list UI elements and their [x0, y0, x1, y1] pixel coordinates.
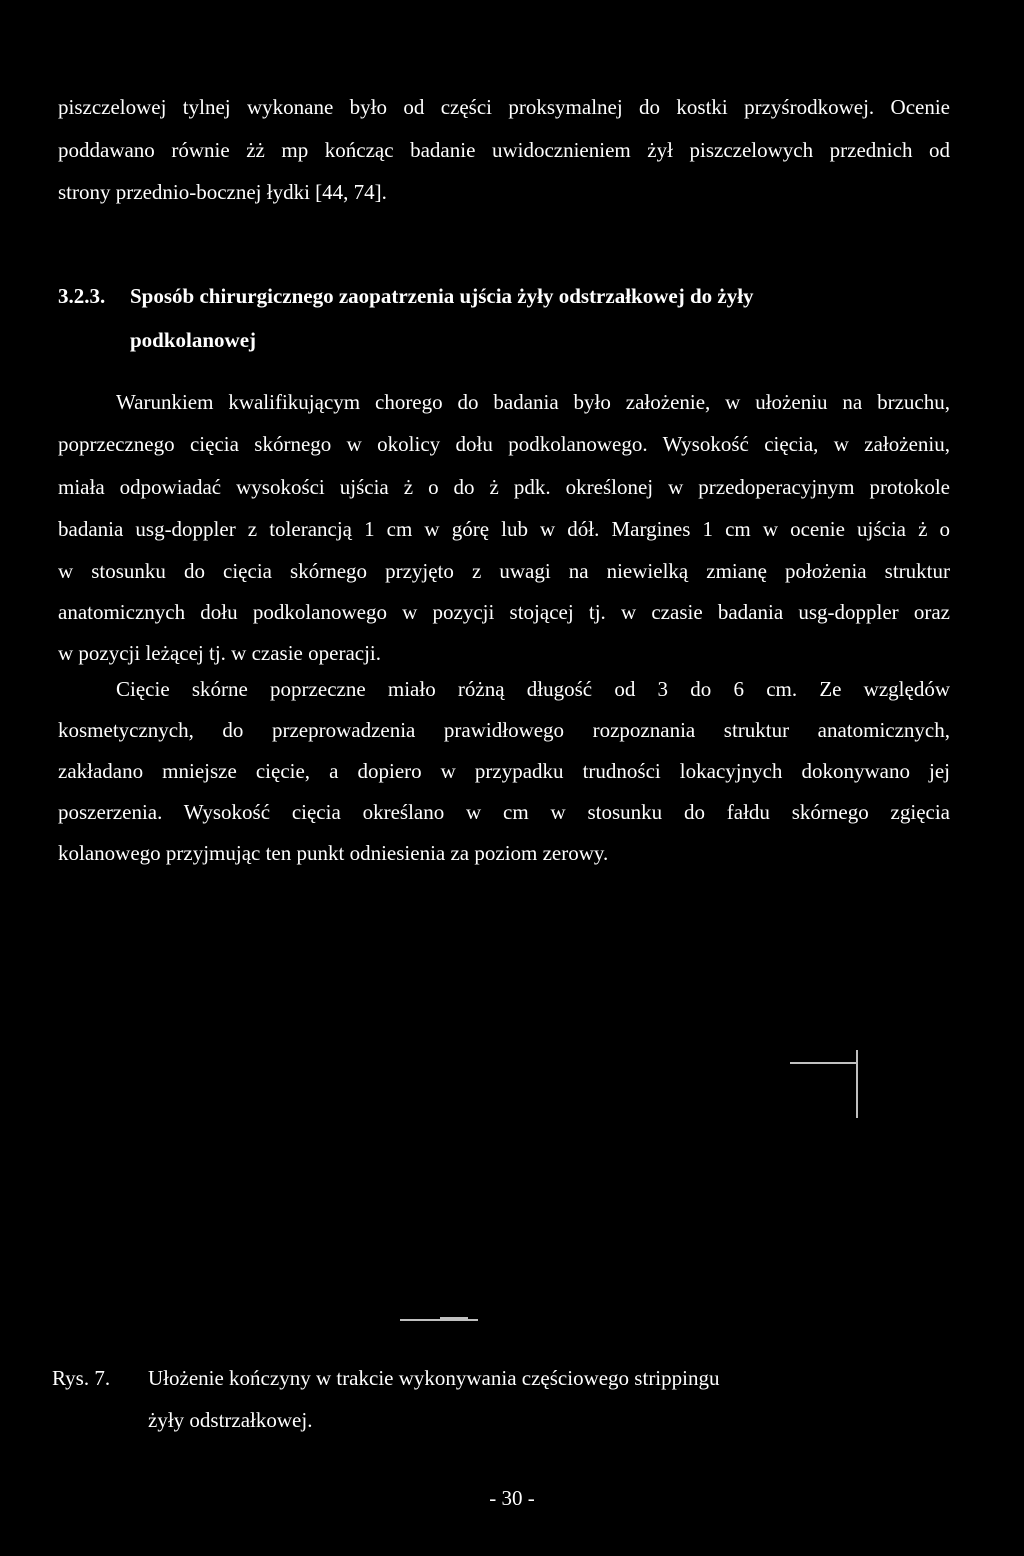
intro-line-1: piszczelowej tylnej wykonane było od części proksymalnej do kostki przyśrodkowej. Ocenie: [58, 95, 950, 119]
figure-image: [0, 880, 1024, 1350]
figure-caption-line-2: żyły odstrzałkowej.: [148, 1408, 313, 1432]
figure-label: Rys. 7.: [52, 1366, 111, 1390]
section-title-line-2: podkolanowej: [130, 328, 257, 352]
paragraph2-line-4: poszerzenia. Wysokość cięcia określano w cm w stosunku do fałdu skórnego zgięcia: [58, 800, 950, 824]
paragraph1-line-3: miała odpowiadać wysokości ujścia ż o do ż pdk. określonej w przedoperacyjnym protokole: [58, 475, 950, 499]
paragraph2-line-2: kosmetycznych, do przeprowadzenia prawidłowego rozpoznania struktur anatomicznych,: [58, 718, 950, 742]
intro-line-2: poddawano równie żż mp kończąc badanie uwidocznieniem żył piszczelowych przednich od: [58, 138, 950, 162]
page-number: - 30 -: [489, 1486, 535, 1510]
paragraph2-line-3: zakładano mniejsze cięcie, a dopiero w przypadku trudności lokacyjnych dokonywano jej: [58, 759, 950, 783]
paragraph2-line-5: kolanowego przyjmując ten punkt odniesienia za poziom zerowy.: [58, 841, 609, 865]
paragraph1-line-6: anatomicznych dołu podkolanowego w pozycji stojącej tj. w czasie badania usg-doppler oraz: [58, 600, 950, 624]
paragraph1-line-4: badania usg-doppler z tolerancją 1 cm w górę lub w dół. Margines 1 cm w ocenie ujścia ż o: [58, 517, 950, 541]
intro-line-3: strony przednio-bocznej łydki [44, 74].: [58, 180, 387, 204]
figure-marks: [0, 880, 1024, 1350]
paragraph1-line-2: poprzecznego cięcia skórnego w okolicy dołu podkolanowego. Wysokość cięcia, w założeniu,: [58, 432, 950, 456]
paragraph1-line-1: Warunkiem kwalifikującym chorego do badania było założenie, w ułożeniu na brzuchu,: [116, 390, 950, 414]
paragraph2-line-1: Cięcie skórne poprzeczne miało różną długość od 3 do 6 cm. Ze względów: [116, 677, 950, 701]
paragraph1-line-7: w pozycji leżącej tj. w czasie operacji.: [58, 641, 381, 665]
section-number: 3.2.3.: [58, 284, 106, 308]
figure-caption-line-1: Ułożenie kończyny w trakcie wykonywania częściowego strippingu: [148, 1366, 720, 1390]
section-title-line-1: Sposób chirurgicznego zaopatrzenia ujścia żyły odstrzałkowej do żyły: [130, 284, 754, 308]
paragraph1-line-5: w stosunku do cięcia skórnego przyjęto z uwagi na niewielką zmianę położenia struktur: [58, 559, 950, 583]
